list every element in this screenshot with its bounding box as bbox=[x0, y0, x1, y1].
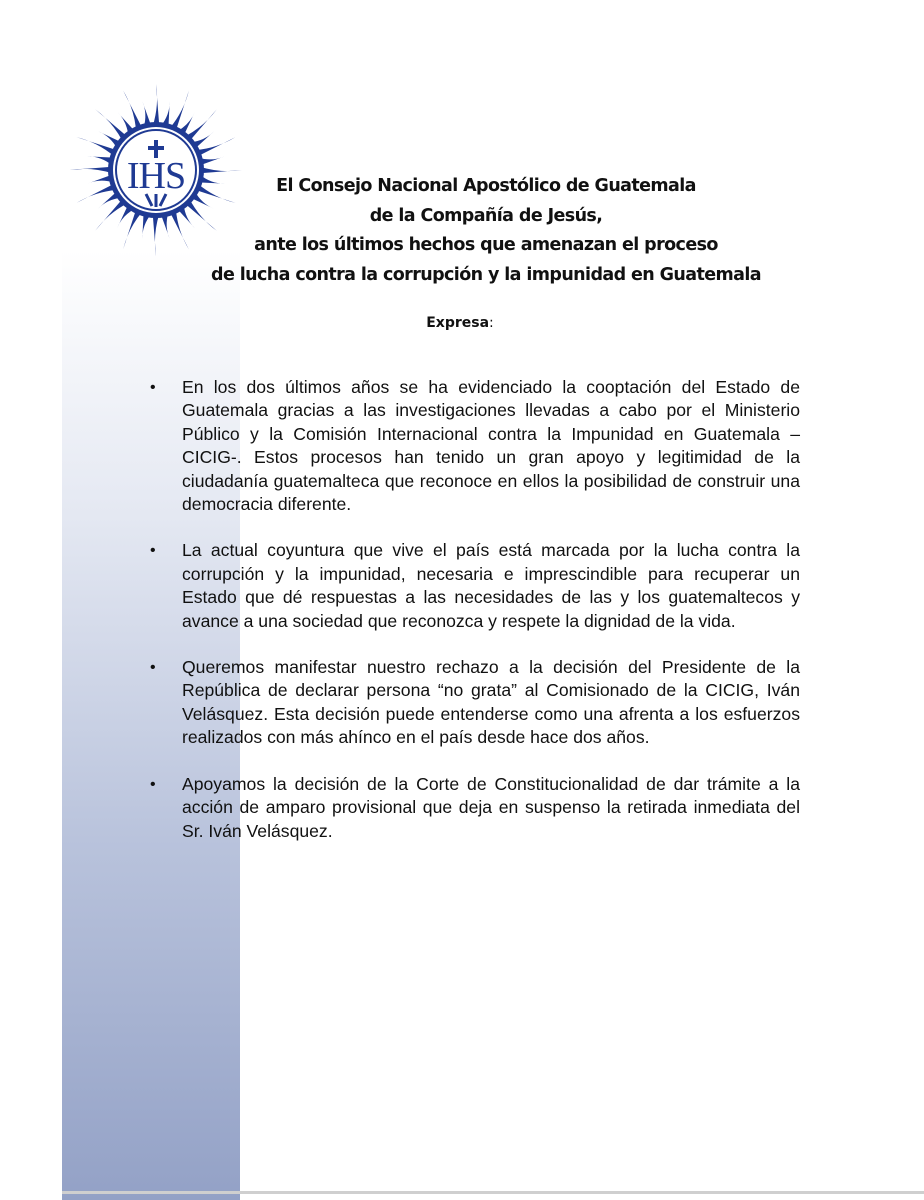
statement-item bbox=[150, 539, 800, 633]
sunburst-ray bbox=[77, 137, 117, 156]
sunburst-ray bbox=[170, 91, 189, 131]
title-line-2: de la Compañía de Jesús, bbox=[369, 205, 603, 226]
title-line-3: ante los últimos hechos que amenazan el proceso bbox=[254, 235, 718, 255]
intro-label-colon: : bbox=[489, 315, 494, 331]
statement-text: Queremos manifestar nuestro rechazo a la decisión del Presidente de la República de declarar persona “no grata” al Comisionado de la CICIG, Iván Velásquez. Esta decisión puede entenderse como una afrenta a los esfuerzos realizados con más ahínco en el país desde hace dos años. bbox=[182, 657, 800, 748]
statement-text: La actual coyuntura que vive el país está marcada por la lucha contra la corrupción y la impunidad, necesaria e imprescindible para recuperar un Estado que dé respuestas a las necesidades de las y los guatemaltecos y avance a una sociedad que reconozca y respete la dignidad de la vida. bbox=[182, 540, 800, 631]
page-bottom-rule bbox=[62, 1191, 924, 1194]
sunburst-ray bbox=[153, 84, 160, 126]
title-line-1: El Consejo Nacional Apostólico de Guatemala bbox=[276, 176, 696, 196]
sunburst-ray bbox=[70, 167, 112, 174]
statement-item bbox=[150, 376, 800, 516]
document-title bbox=[190, 172, 782, 290]
bullet-icon: • bbox=[150, 659, 156, 677]
title-line-4: de lucha contra la corrupción y la impunidad en Guatemala bbox=[211, 264, 761, 285]
ihs-monogram: IHS bbox=[126, 155, 186, 197]
statement-item bbox=[150, 656, 800, 750]
sunburst-ray bbox=[153, 214, 160, 256]
statement-list bbox=[150, 376, 800, 866]
statement-text: En los dos últimos años se ha evidenciado la cooptación del Estado de Guatemala gracias a las investigaciones llevadas a cabo por el Ministerio Público y la Comisión Internacional contra la Impunidad en Guatemala – CICIG-. Estos procesos han tenido un gran apoyo y legitimidad de la ciudadanía guatemalteca que reconoce en ellos la posibilidad de construir una democracia diferente. bbox=[182, 377, 800, 515]
statement-item bbox=[150, 773, 800, 843]
bullet-icon: • bbox=[150, 775, 156, 793]
sunburst-ray bbox=[123, 209, 142, 249]
intro-label-text: Expresa bbox=[426, 315, 490, 331]
bullet-icon: • bbox=[150, 379, 156, 396]
statement-text: Apoyamos la decisión de la Corte de Constitucionalidad de dar trámite a la acción de amparo provisional que deja en suspenso la retirada inmediata del Sr. Iván Velásquez. bbox=[182, 773, 800, 841]
bullet-icon: • bbox=[150, 542, 156, 560]
intro-label bbox=[390, 315, 530, 331]
